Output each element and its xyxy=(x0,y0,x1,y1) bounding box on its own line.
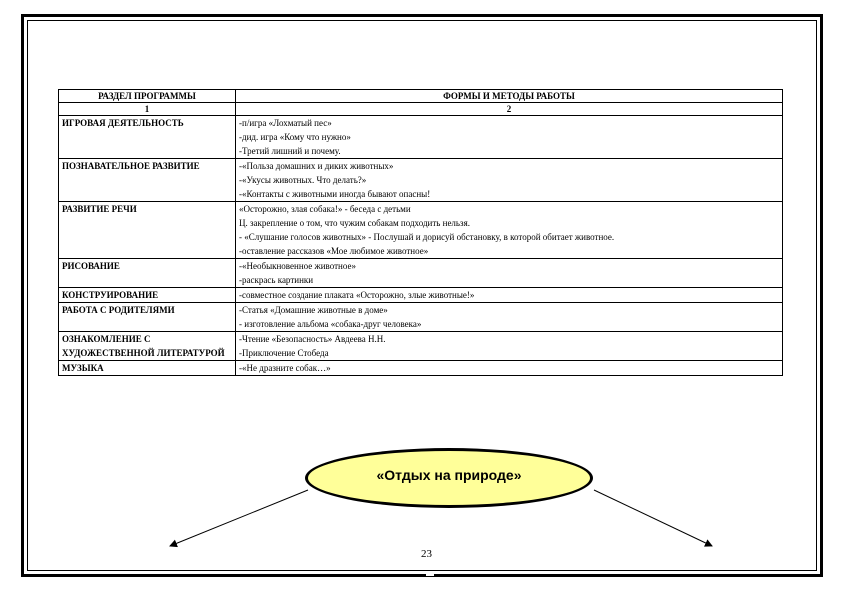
header-methods: ФОРМЫ И МЕТОДЫ РАБОТЫ xyxy=(236,90,783,103)
method-item: - изготовление альбома «собака-друг человека» xyxy=(239,319,422,329)
section-cell: ИГРОВАЯ ДЕЯТЕЛЬНОСТЬ xyxy=(59,116,236,159)
method-item: -раскрась картинки xyxy=(239,275,314,285)
method-item: -«Польза домашних и диких животных» xyxy=(239,161,394,171)
column-number-2: 2 xyxy=(236,103,783,116)
section-cell: РИСОВАНИЕ xyxy=(59,259,236,288)
section-cell: КОНСТРУИРОВАНИЕ xyxy=(59,288,236,303)
section-cell: МУЗЫКА xyxy=(59,361,236,376)
page-number: 23 xyxy=(421,548,432,560)
right-arrow xyxy=(594,490,712,546)
method-item: -совместное создание плаката «Осторожно, злые животные!» xyxy=(239,290,475,300)
page-border-gap xyxy=(426,572,434,576)
method-item: -оставление рассказов «Мое любимое животное» xyxy=(239,246,429,256)
method-item: Ц. закрепление о том, что чужим собакам подходить нельзя. xyxy=(239,218,470,228)
column-number-1: 1 xyxy=(59,103,236,116)
left-arrow xyxy=(170,490,308,546)
method-item: -п/игра «Лохматый пес» xyxy=(239,118,332,128)
method-item: -«Контакты с животными иногда бывают опасны! xyxy=(239,189,431,199)
topic-ellipse xyxy=(305,448,593,508)
section-cell: РАЗВИТИЕ РЕЧИ xyxy=(59,202,236,259)
topic-title: «Отдых на природе» xyxy=(376,467,522,483)
method-item: -Приключение Стобеда xyxy=(239,348,329,358)
method-item: -«Не дразните собак…» xyxy=(239,363,331,373)
method-item: -Статья «Домашние животные в доме» xyxy=(239,305,388,315)
method-item: -Третий лишний и почему. xyxy=(239,146,341,156)
section-cell: ПОЗНАВАТЕЛЬНОЕ РАЗВИТИЕ xyxy=(59,159,236,202)
method-item: - «Слушание голосов животных» - Послушай и дорисуй обстановку, в которой обитает животное. xyxy=(239,232,615,242)
header-section: РАЗДЕЛ ПРОГРАММЫ xyxy=(59,90,236,103)
method-item: -«Необыкновенное животное» xyxy=(239,261,356,271)
method-item: -дид. игра «Кому что нужно» xyxy=(239,132,351,142)
section-cell: ОЗНАКОМЛЕНИЕ С ХУДОЖЕСТВЕННОЙ ЛИТЕРАТУРОЙ xyxy=(59,332,236,361)
method-item: «Осторожно, злая собака!» - беседа с детьми xyxy=(239,204,411,214)
section-cell: РАБОТА С РОДИТЕЛЯМИ xyxy=(59,303,236,332)
method-item: -«Укусы животных. Что делать?» xyxy=(239,175,367,185)
method-item: -Чтение «Безопасность» Авдеева Н.Н. xyxy=(239,334,386,344)
